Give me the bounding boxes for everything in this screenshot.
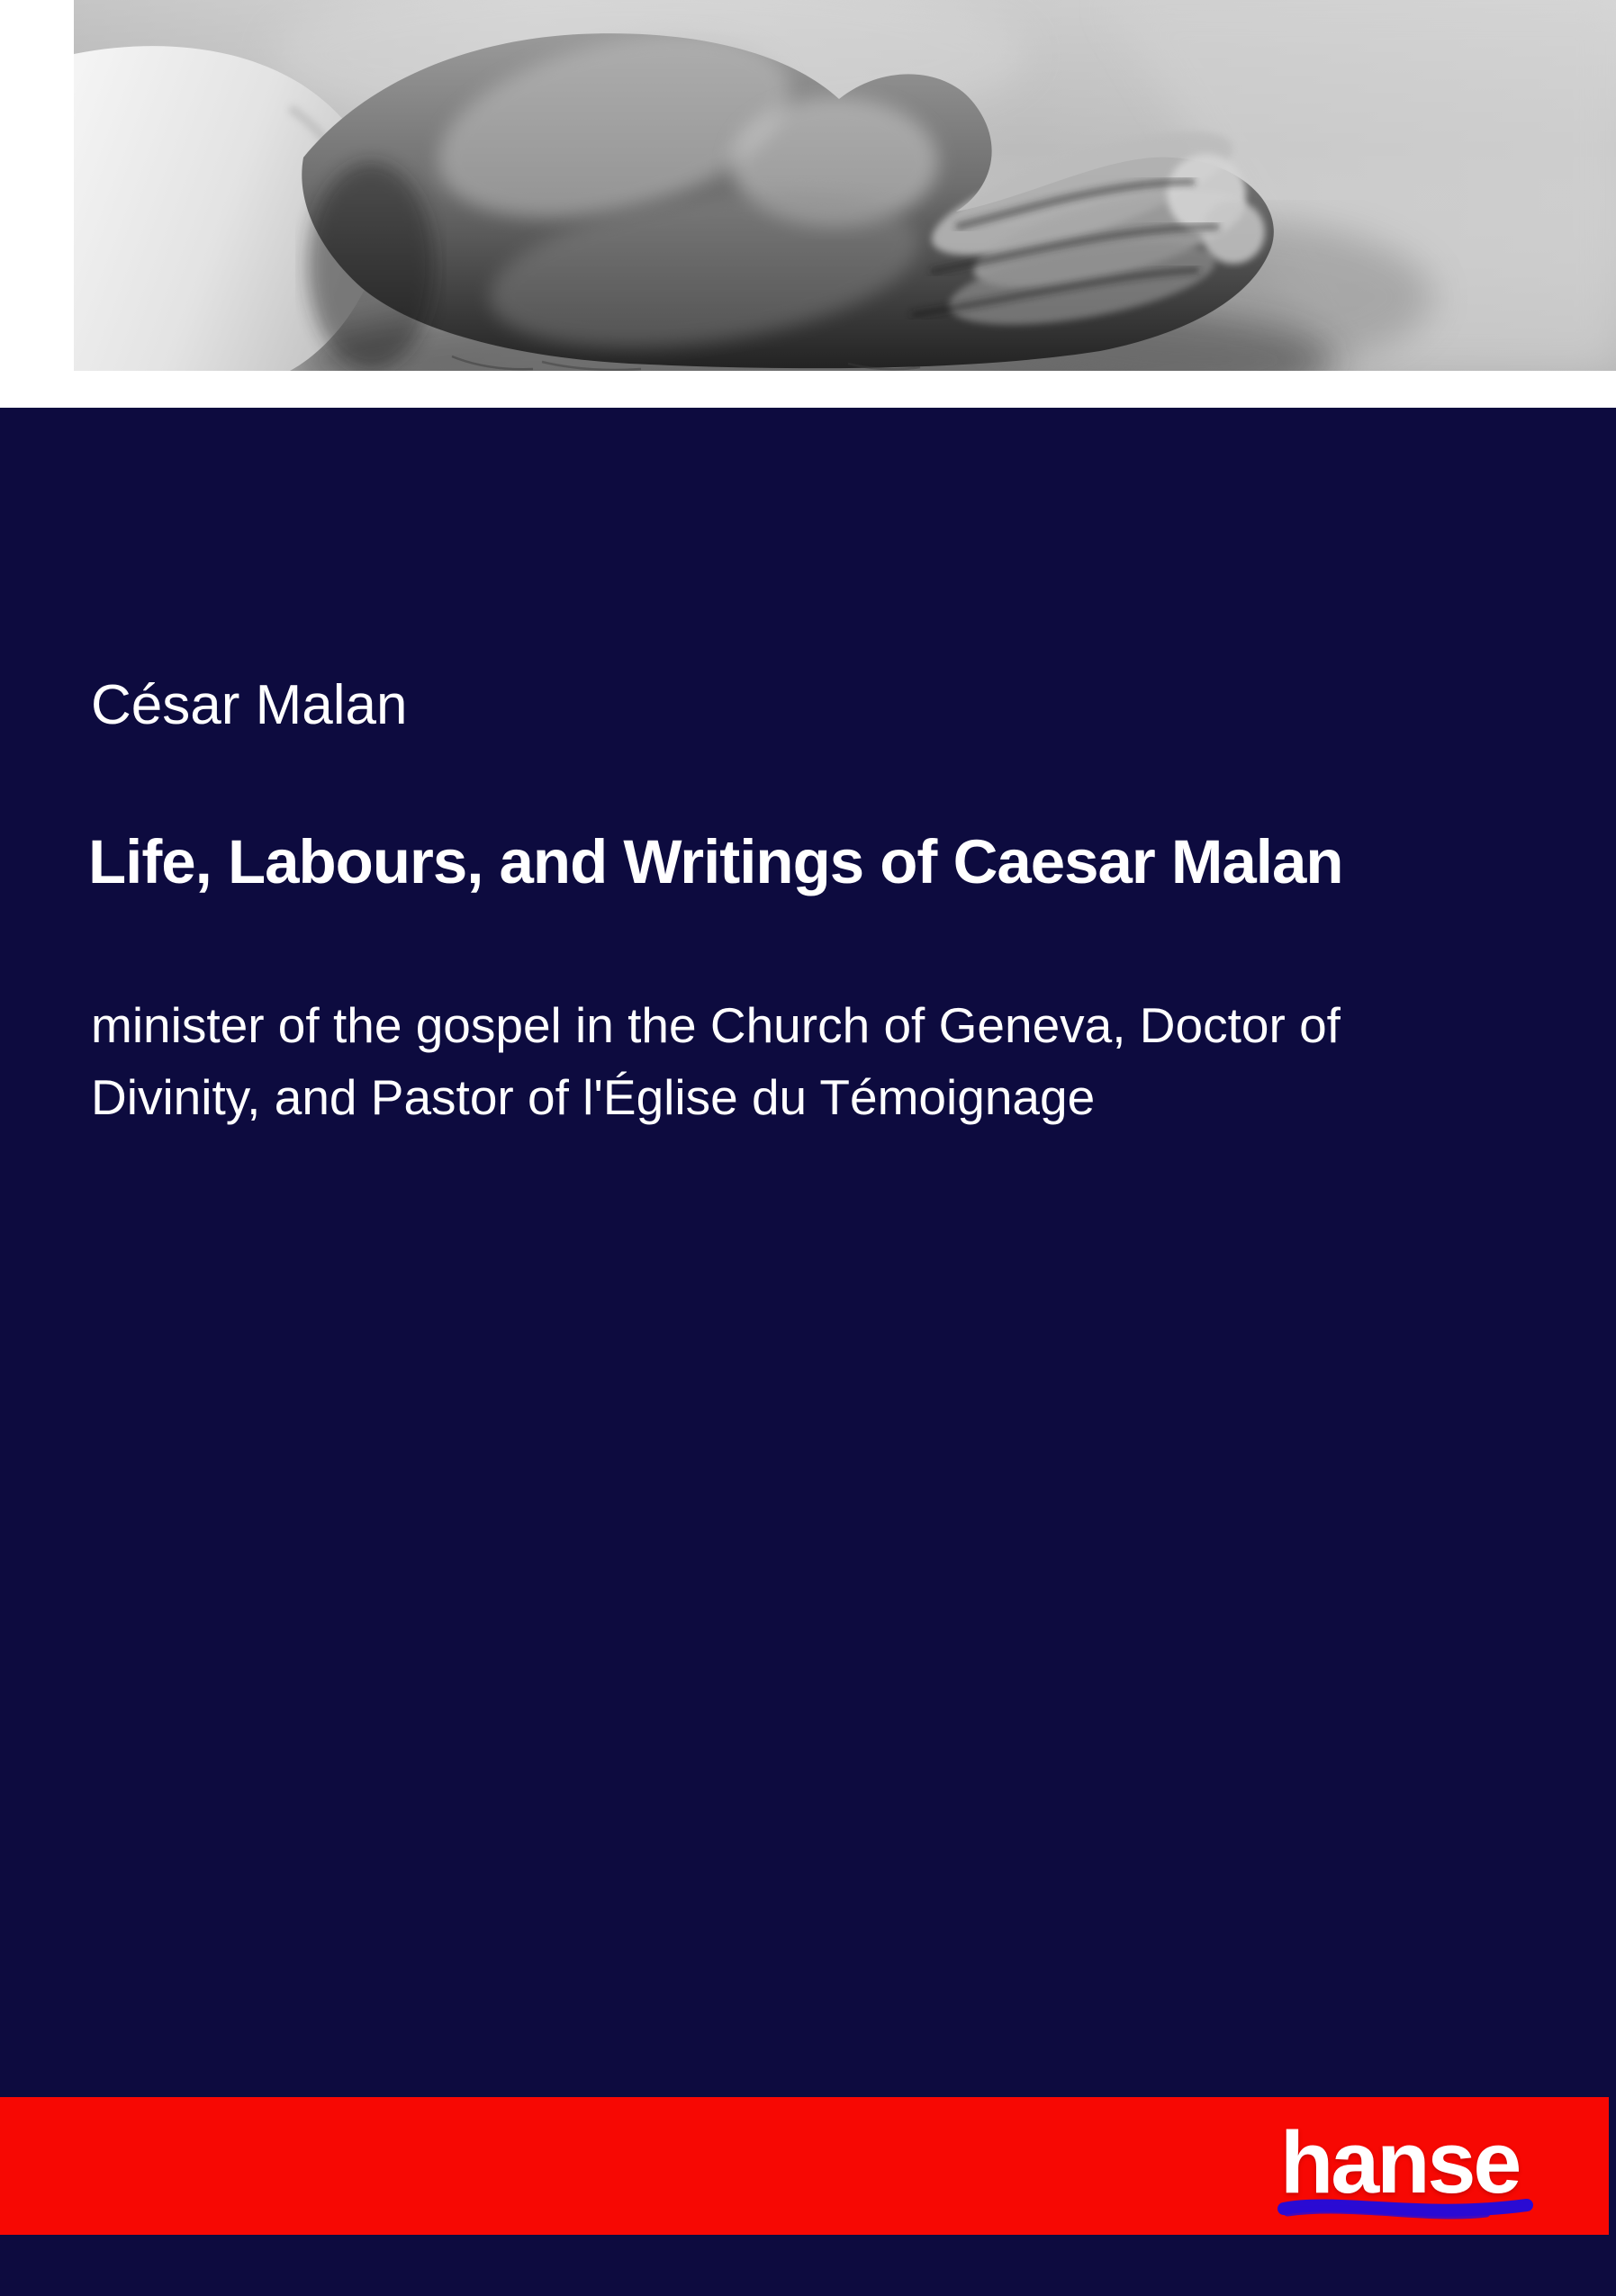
open-hand-photo: [74, 0, 1616, 371]
author-name: César Malan: [91, 674, 408, 736]
logo-swoosh-icon: [1275, 2194, 1538, 2225]
subtitle-line-1: minister of the gospel in the Church of Geneva, Doctor of: [91, 997, 1341, 1053]
photo-strip: [0, 0, 1616, 408]
subtitle-line-2: Divinity, and Pastor of l'Église du Témoignage: [91, 1069, 1096, 1125]
publisher-logo-text: hanse: [1280, 2113, 1520, 2211]
book-title: Life, Labours, and Writings of Caesar Malan: [88, 827, 1343, 896]
book-subtitle: [91, 989, 1495, 1133]
